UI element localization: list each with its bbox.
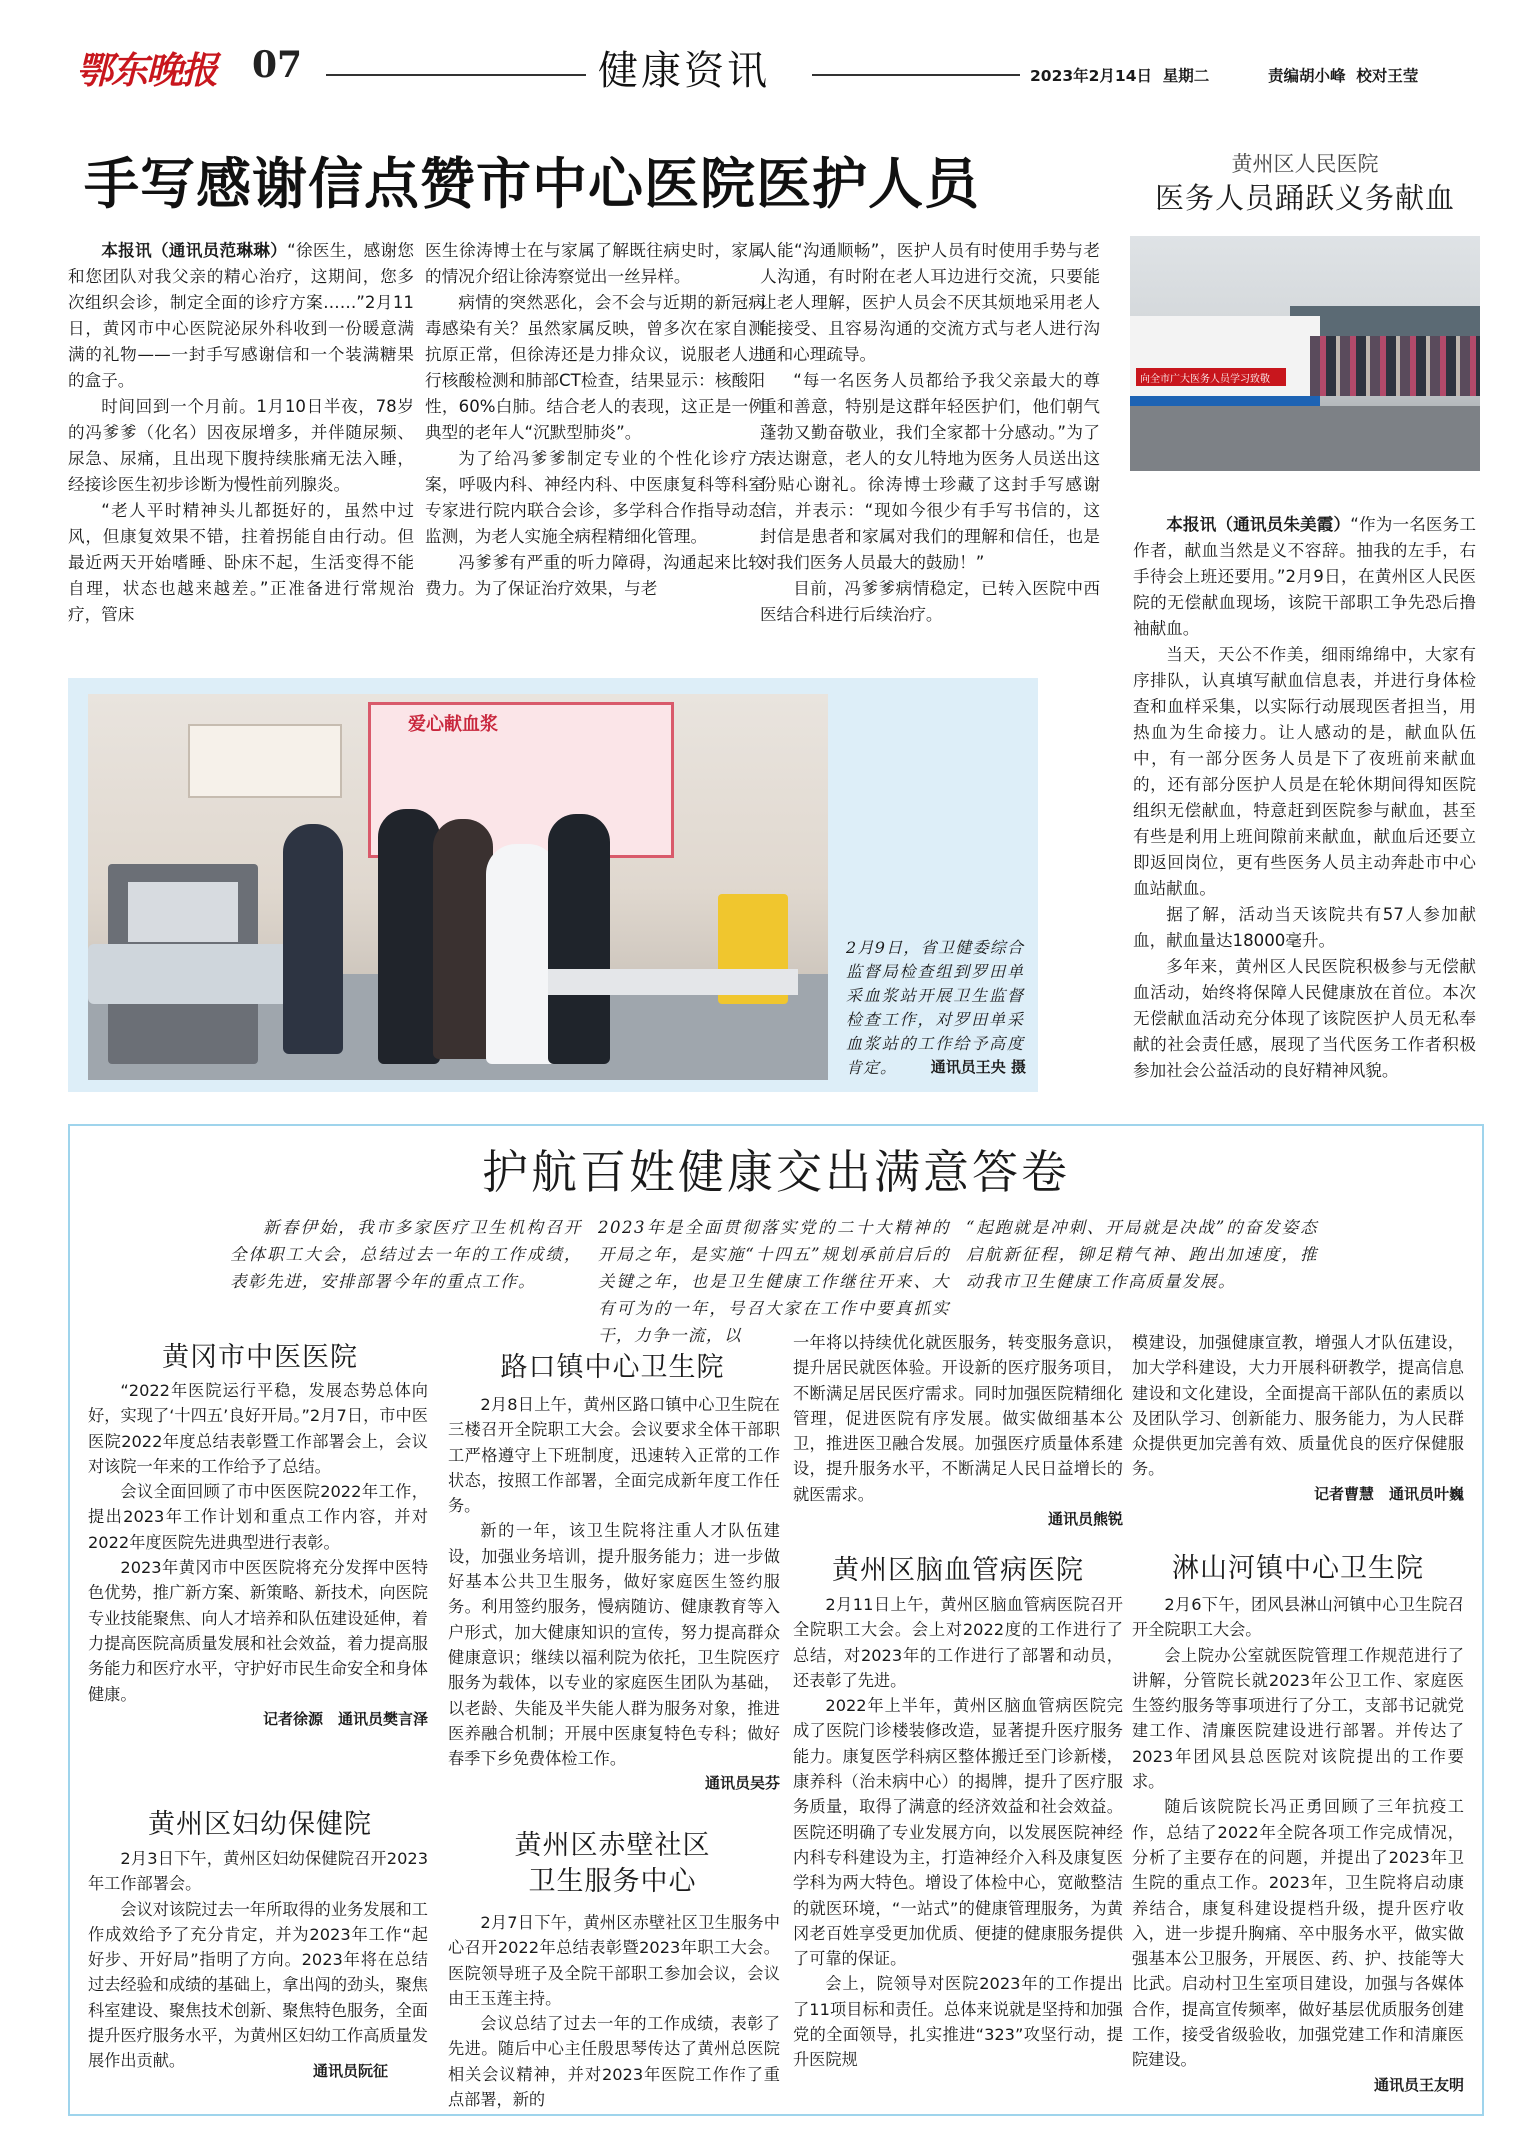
hospital4-body: [448, 1910, 780, 2112]
hospital3-byline: 通讯员吴芬: [704, 1774, 780, 1793]
article1-p1: “徐医生，感谢您和您团队对我父亲的精心治疗，这期间，您多次组织会诊，制定全面的诊疗方案……”2月11日，黄冈市中心医院泌尿外科收到一份暖意满满的礼物——一封手写感谢信和一个装满糖果的盒子。: [68, 241, 414, 390]
feature-headline: 护航百姓健康交出满意答卷: [482, 1145, 1070, 1199]
feature-intro-col2: 2023年是全面贯彻落实党的二十大精神的开局之年，是实施“十四五”规划承前启后的关键之年，也是卫生健康工作继往开来、大有可为的一年，号召大家在工作中要真抓实干，力争一流，以: [598, 1218, 950, 1345]
article1-p8: 人能“沟通顺畅”，医护人员有时使用手势与老人沟通，有时附在老人耳边进行交流，只要能让老人理解，医护人员会不厌其烦地采用老人能接受、且容易沟通的交流方式与老人进行沟通和心理疏导。: [760, 241, 1100, 364]
photo1-panel: [68, 678, 1038, 1092]
hospital5-name: 黄州区脑血管病医院: [832, 1555, 1084, 1586]
hospital6-byline: 通讯员王友明: [1373, 2075, 1464, 2094]
sidebar-photo-bus: [1130, 316, 1320, 406]
sidebar-photo: [1130, 236, 1480, 471]
sidebar-p3: 据了解，活动当天该院共有57人参加献血，献血量达18000毫升。: [1133, 905, 1476, 950]
hospital4-p1: 2月7日下午，黄州区赤壁社区卫生服务中心召开2022年总结表彰暨2023年职工大会。医院领导班子及全院干部职工参加会议，会议由王玉莲主持。: [448, 1913, 780, 2008]
hospital1-body: [88, 1378, 428, 1732]
hospital2-byline: 通讯员阮征: [312, 2062, 388, 2080]
hospital1-p2: 会议全面回顾了市中医医院2022年工作，提出2023年工作计划和重点工作内容，并对2022年度医院先进典型进行表彰。: [88, 1482, 428, 1552]
masthead-rule-right: [812, 74, 1020, 76]
page-number: 07: [252, 44, 303, 86]
sidebar-p2: 当天，天公不作美，细雨绵绵中，大家有序排队，认真填写献血信息表，并进行身体检查和血样采集，以实际行动展现医者担当，用热血为生命接力。让人感动的是，献血队伍中，有一部分医务人员是下了夜班前来献血的，还有部分医护人员是在轮休期间得知医院组织无偿献血，特意赶到医院参与献血，甚至有些是利用上班间隙前来献血，献血后还要立即返回岗位，更有些医务人员主动奔赴市中心血站献血。: [1133, 645, 1476, 898]
photo1-machine-panel: [128, 882, 238, 942]
sidebar-p4: 多年来，黄州区人民医院积极参与无偿献血活动，始终将保障人民健康放在首位。本次无偿献血活动充分体现了该院医护人员无私奉献的社会责任感，展现了当代医务工作者积极参加社会公益活动的良好精神风貌。: [1133, 957, 1476, 1080]
article1-col1: [68, 238, 414, 628]
hospital6-p1: 2月6下午，团风县淋山河镇中心卫生院召开全院职工大会。: [1132, 1595, 1464, 1640]
article1-p5: 病情的突然恶化，会不会与近期的新冠病毒感染有关？虽然家属反映，曾多次在家自测抗原正常，但徐涛还是力排众议，说服老人进行核酸检测和肺部CT检查，结果显示：核酸阳性，60%白肺。结合老人的表现，这正是一例典型的老年人“沉默型肺炎”。: [425, 293, 765, 442]
col3-top-p1: 一年将以持续优化就医服务，转变服务意识，提升居民就医体验。开设新的医疗服务项目，不断满足居民医疗需求。同时加强医院精细化管理，促进医院有序发展。做实做细基本公卫，推进医卫融合发展。加强医疗质量体系建设，提升服务水平，不断满足人民日益增长的就医需求。: [793, 1333, 1123, 1504]
photo1-sign: 爱心献血浆: [408, 714, 498, 735]
sidebar-p1: “作为一名医务工作者，献血当然是义不容辞。抽我的左手，右手待会上班还要用。”2月9日，在黄州区人民医院的无偿献血现场，该院干部职工争先恐后撸袖献血。: [1133, 515, 1476, 638]
article1-p9: “每一名医务人员都给予我父亲最大的尊重和善意，特别是这群年轻医护们，他们朝气蓬勃又勤奋敬业，我们全家都十分感动。”为了表达谢意，老人的女儿特地为医务人员送出这份贴心谢礼。徐涛博士珍藏了这封手写感谢信，并表示：“现如今很少有手写书信的，这封信是患者和家属对我们的理解和信任，也是对我们医务人员最大的鼓励！”: [760, 371, 1100, 572]
photo1-person1: [283, 824, 343, 1054]
hospital6-body: [1132, 1592, 1464, 2098]
hospital1-p1: “2022年医院运行平稳，发展态势总体向好，实现了‘十四五’良好开局。”2月7日，市中医医院2022年度总结表彰暨工作部署会上，会议对该院一年来的工作给予了总结。: [88, 1381, 428, 1476]
issue-date-text: 2023年2月14日: [1030, 67, 1152, 85]
section-title: 健康资讯: [598, 48, 770, 94]
hospital6-p2: 会上院办公室就医院管理工作规范进行了讲解，分管院长就2023年公卫工作、家庭医生签约服务等事项进行了分工，支部书记就党建工作、清廉医院建设进行部署。并传达了2023年团风县总医院对该院提出的工作要求。: [1132, 1645, 1464, 1792]
article1-p2: 时间回到一个月前。1月10日半夜，78岁的冯爹爹（化名）因夜尿增多，并伴随尿频、尿急、尿痛，且出现下腹持续胀痛无法入睡，经接诊医生初步诊断为慢性前列腺炎。: [68, 397, 414, 494]
hospital5-p1: 2月11日上午，黄州区脑血管病医院召开全院职工大会。会上对2022度的工作进行了总结，对2023年的工作进行了部署和动员，还表彰了先进。: [793, 1595, 1123, 1690]
hospital1-name: 黄冈市中医医院: [162, 1342, 358, 1373]
photo1-person2: [378, 809, 440, 1064]
article1-p4: 医生徐涛博士在与家属了解既往病史时，家属的情况介绍让徐涛察觉出一丝异样。: [425, 241, 765, 286]
sidebar-lead-prefix: 本报讯（通讯员朱美霞）: [1166, 515, 1351, 534]
editor-name: 责编胡小峰: [1268, 67, 1346, 85]
hospital5-p3: 会上，院领导对医院2023年的工作提出了11项目标和责任。总体来说就是坚持和加强党的全面领导，扎实推进“323”攻坚行动，提升医院规: [793, 1974, 1123, 2070]
proof-name: 校对王莹: [1356, 67, 1419, 85]
hospital4-p2: 会议总结了过去一年的工作成绩，表彰了先进。随后中心主任殷思琴传达了黄州总医院相关会议精神，并对2023年医院工作作了重点部署，新的: [448, 2014, 780, 2110]
hospital2-body: [88, 1846, 428, 2074]
photo1-credit: 通讯员王央 摄: [930, 1058, 1026, 1076]
photo1-bed: [88, 944, 298, 1004]
hospital4-name-line1: 黄州区赤壁社区: [514, 1830, 711, 1861]
article1-col2: [425, 238, 765, 602]
col3-top-body: [793, 1330, 1123, 1532]
col4-top-p1: 模建设，加强健康宣教，增强人才队伍建设，加大学科建设，大力开展科研教学，提高信息建设和文化建设，全面提高干部队伍的素质以及团队学习、创新能力、服务能力，为人民群众提供更加完善有效、质量优良的医疗保健服务。: [1132, 1333, 1464, 1479]
sidebar-photo-crowd: [1310, 336, 1480, 396]
article1-p10: 目前，冯爹爹病情稳定，已转入医院中西医结合科进行后续治疗。: [760, 579, 1100, 624]
masthead: [0, 0, 1523, 100]
col4-top-body: [1132, 1330, 1464, 1507]
hospital3-name: 路口镇中心卫生院: [500, 1352, 725, 1383]
article1-lead-prefix: 本报讯（通讯员范琳琳）: [101, 241, 288, 260]
issue-date: [1030, 64, 1209, 86]
photo1-person3: [433, 819, 493, 1059]
article1-col3: [760, 238, 1100, 628]
sidebar-photo-bus-banner-text: 向全市广大医务人员学习致敬: [1140, 374, 1270, 385]
sidebar-headline: 医务人员踊跃义务献血: [1154, 181, 1455, 215]
sidebar-kicker: 黄州区人民医院: [1231, 152, 1379, 176]
hospital3-p1: 2月8日上午，黄州区路口镇中心卫生院在三楼召开全院职工大会。会议要求全体干部职工严格遵守上下班制度，迅速转入正常的工作状态，按照工作部署，全面完成新年度工作任务。: [448, 1395, 780, 1516]
hospital2-name: 黄州区妇幼保健院: [148, 1809, 372, 1840]
article1-p6: 为了给冯爹爹制定专业的个性化诊疗方案，呼吸内科、神经内科、中医康复科等科室专家进行院内联合会诊，多学科合作指导动态监测，为老人实施全病程精细化管理。: [425, 449, 765, 546]
hospital4-name-line2: 卫生服务中心: [528, 1866, 697, 1897]
hospital6-p3: 随后该院院长冯正勇回顾了三年抗疫工作，总结了2022年全院各项工作完成情况，分析了主要存在的问题，并提出了2023年卫生院的重点工作。2023年，卫生院将启动康养结合，康复科建设提档升级，提升医疗收入，进一步提升胸痛、卒中服务水平，做实做强基本公卫服务，开展医、药、护、技能等大比武。启动村卫生室项目建设，加强与各媒体合作，提高宣传频率，做好基层优质服务创建工作，接受省级验收，加强党建工作和清廉医院建设。: [1132, 1797, 1464, 2070]
sidebar-body: [1133, 512, 1476, 1084]
hospital2-p1: 2月3日下午，黄州区妇幼保健院召开2023年工作部署会。: [88, 1849, 428, 1894]
hospital1-byline: 记者徐源 通讯员樊言泽: [262, 1709, 428, 1728]
feature-intro-col3: “起跑就是冲刺、开局就是决战”的奋发姿态启航新征程，铆足精气神、跑出加速度，推动我市卫生健康工作高质量发展。: [966, 1218, 1318, 1291]
feature-intro-col1: 新春伊始，我市多家医疗卫生机构召开全体职工大会，总结过去一年的工作成绩，表彰先进，安排部署今年的重点工作。: [230, 1218, 582, 1291]
hospital4-name: [445, 1828, 780, 1900]
photo1-caption: 2月9日，省卫健委综合监督局检查组到罗田单采血浆站开展卫生监督检查工作，对罗田单采血浆站的工作给予高度肯定。: [846, 938, 1024, 1077]
photo1-person5: [548, 814, 610, 1064]
hospital3-p2: 新的一年，该卫生院将注重人才队伍建设，加强业务培训，提升服务能力；进一步做好基本公共卫生服务，做好家庭医生签约服务。利用签约服务，慢病随访、健康教育等入户形式，加大健康知识的宣传，努力提高群众健康意识；继续以福利院为依托，卫生院医疗服务为载体，以专业的家庭医生团队为基础，以老龄、失能及半失能人群为服务对象，推进医养融合机制；开展中医康复特色专科；做好春季下乡免费体检工作。: [448, 1521, 780, 1769]
hospital2-p2: 会议对该院过去一年所取得的业务发展和工作成效给予了充分肯定，并为2023年工作“起好步、开好局”指明了方向。2023年将在总结过去经验和成绩的基础上，拿出闯的劲头，聚焦科室建设、聚焦技术创新、聚焦特色服务，全面提升医疗服务水平，为黄州区妇幼工作高质量发展作出贡献。: [88, 1899, 428, 2071]
paper-logo: 鄂东晚报: [76, 48, 216, 92]
photo1-image: [88, 694, 828, 1080]
article1-p3: “老人平时精神头儿都挺好的，虽然中过风，但康复效果不错，拄着拐能自由行动。但最近两天开始嗜睡、卧床不起，生活变得不能自理，状态也越来越差。”正准备进行常规治疗，管床: [68, 501, 414, 624]
hospital5-body: [793, 1592, 1123, 2073]
hospital1-p3: 2023年黄冈市中医医院将充分发挥中医特色优势，推广新方案、新策略、新技术，向医院专业技能聚焦、向人才培养和队伍建设延伸，着力提高医院高质量发展和社会效益，着力提高服务能力和医疗水平，守护好市民生命安全和身体健康。: [88, 1558, 428, 1704]
hospital6-name: 淋山河镇中心卫生院: [1172, 1553, 1424, 1584]
hospital5-p2: 2022年上半年，黄州区脑血管病医院完成了医院门诊楼装修改造，显著提升医疗服务能力。康复医学科病区整体搬迁至门诊新楼，康养科（治未病中心）的揭牌，提升了医疗服务质量，取得了满意的经济效益和社会效益。医院还明确了专业发展方向，以发展医院神经内科专科建设为主，打造神经介入科及康复医学科为两大特色。增设了体检中心，宽敞整洁的就医环境，“一站式”的健康管理服务，为黄冈老百姓享受更加优质、便捷的健康服务提供了可靠的保证。: [793, 1696, 1123, 1969]
masthead-rule-left: [326, 74, 586, 76]
article1-p7: 冯爹爹有严重的听力障碍，沟通起来比较费力。为了保证治疗效果，与老: [425, 553, 765, 598]
editor-credit: [1268, 64, 1418, 86]
hospital3-body: [448, 1392, 780, 1797]
photo1-table: [548, 969, 798, 995]
col3-top-byline: 通讯员熊锐: [1047, 1510, 1123, 1529]
photo1-whiteboard: [188, 724, 342, 798]
col4-top-byline: 记者曹慧 通讯员叶巍: [1313, 1484, 1464, 1503]
article1-headline: 手写感谢信点赞市中心医院医护人员: [84, 151, 981, 216]
issue-weekday: 星期二: [1162, 67, 1210, 85]
sidebar-photo-ground: [1130, 406, 1480, 471]
